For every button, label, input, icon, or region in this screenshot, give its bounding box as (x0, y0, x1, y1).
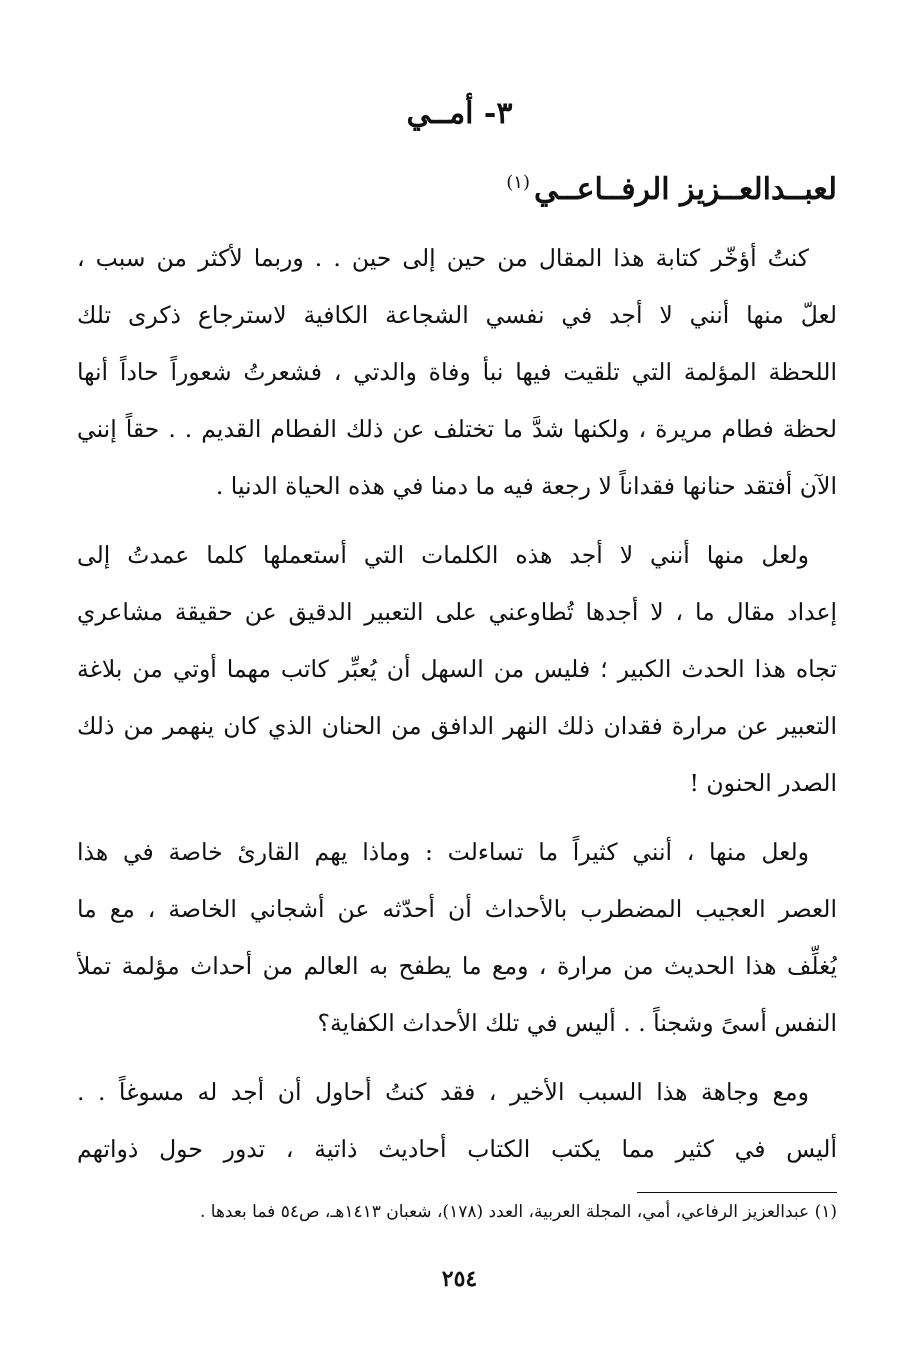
paragraph-3-line-2: العصر العجيب المضطرب بالأحداث أن أحدّثه عن أشجاني الخاصة ، مع ما (77, 895, 837, 923)
paragraph-2-line-3: تجاه هذا الحدث الكبير ؛ فليس من السهل أن يُعبِّر كاتب مهما أوتي من بلاغة (77, 655, 837, 683)
footnote-divider (637, 1192, 837, 1193)
paragraph-gap (77, 1052, 837, 1064)
footnote-marker[interactable]: (١) (506, 172, 530, 193)
footnote: (١) عبدالعزيز الرفاعي، أمي، المجلة العربية، العدد (١٧٨)، شعبان ١٤١٣هـ، ص٥٤ فما بعدها . (199, 1202, 837, 1222)
paragraph-1-line-2: لعلّ منها أنني لا أجد في نفسي الشجاعة الكافية لاسترجاع ذكرى تلك (77, 301, 837, 329)
body-text (77, 230, 837, 1178)
author-name: لعبــدالعــزيز الرفــاعــي (534, 172, 837, 207)
paragraph-2-line-2: إعداد مقال ما ، لا أجدها تُطاوعني على التعبير الدقيق عن حقيقة مشاعري (77, 598, 837, 626)
page-number: ٢٥٤ (441, 1266, 478, 1292)
paragraph-gap (77, 515, 837, 527)
paragraph-3-line-1: ولعل منها ، أنني كثيراً ما تساءلت : وماذا يهم القارئ خاصة في هذا (77, 838, 809, 866)
paragraph-4-line-2: أليس في كثير مما يكتب الكتاب أحاديث ذاتية ، تدور حول ذواتهم (77, 1135, 837, 1163)
paragraph-1-line-4: لحظة فطام مريرة ، ولكنها شدَّ ما تختلف عن ذلك الفطام القديم . . حقاً إنني (77, 415, 837, 443)
paragraph-1-line-5: الآن أفتقد حنانها فقداناً لا رجعة فيه ما دمنا في هذه الحياة الدنيا . (215, 472, 837, 500)
paragraph-2-line-5: الصدر الحنون ! (689, 769, 837, 797)
author-line (506, 158, 837, 215)
paragraph-3-line-3: يُغلِّف هذا الحديث من مرارة ، ومع ما يطفح به العالم من أحداث مؤلمة تملأ (77, 952, 837, 980)
paragraph-2-line-4: التعبير عن مرارة فقدان ذلك النهر الدافق من الحنان الذي كان ينهمر من ذلك (77, 712, 837, 740)
paragraph-1-line-3: اللحظة المؤلمة التي تلقيت فيها نبأ وفاة والدتي ، فشعرتُ شعوراً حاداً أنها (77, 358, 837, 386)
paragraph-1-line-1: كنتُ أؤخّر كتابة هذا المقال من حين إلى حين . . وربما لأكثر من سبب ، (77, 244, 809, 272)
paragraph-4-line-1: ومع وجاهة هذا السبب الأخير ، فقد كنتُ أحاول أن أجد له مسوغاً . . (77, 1078, 809, 1106)
paragraph-gap (77, 812, 837, 824)
paragraph-2-line-1: ولعل منها أنني لا أجد هذه الكلمات التي أستعملها كلما عمدتُ إلى (77, 541, 809, 569)
paragraph-3-line-4: النفس أسىً وشجناً . . أليس في تلك الأحداث الكفاية؟ (317, 1009, 837, 1037)
chapter-title: ٣- أمــي (406, 96, 513, 131)
